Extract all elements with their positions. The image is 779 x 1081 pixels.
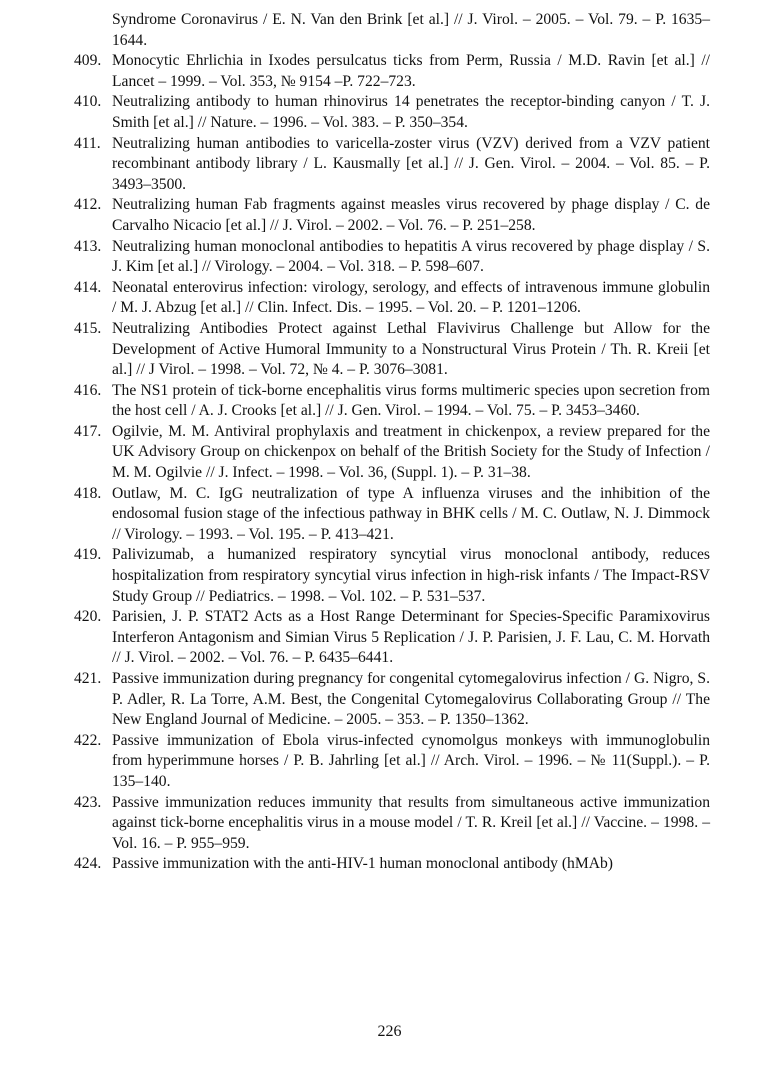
reference-continuation: Syndrome Coronavirus / E. N. Van den Brink [et al.] // J. Virol. – 2005. – Vol. 79. – P. 1635–1644.	[112, 11, 710, 49]
reference-item	[74, 319, 710, 381]
reference-item	[74, 484, 710, 546]
reference-number: 413.	[74, 237, 102, 255]
reference-number: 422.	[74, 731, 102, 749]
reference-text: Passive immunization with the anti-HIV-1 human monoclonal antibody (hMAb)	[112, 855, 613, 873]
reference-number: 421.	[74, 670, 102, 687]
reference-number: 410.	[74, 93, 102, 111]
reference-item	[74, 731, 710, 793]
reference-text: Ogilvie, M. M. Antiviral prophylaxis and treatment in chickenpox, a review prepared for the UK Advisory Group on chickenpox on behalf of the British Society for the Study of Infection / M. M. Ogilvie // J. Infect. – 1998. – Vol. 36, (Suppl. 1). – P. 31–38.	[112, 422, 710, 482]
reference-number: 420.	[74, 608, 102, 626]
reference-number: 412.	[74, 196, 102, 214]
reference-text: Passive immunization during pregnancy for congenital cytomegalovirus infection / G. Nigro, S. P. Adler, R. La Torre, A.M. Best, the Congenital Cytomegalovirus Collaborating Group // The New England Journal of Medicine. – 2005. – 353. – P. 1350–1362.	[112, 670, 710, 729]
reference-text: Passive immunization reduces immunity that results from simultaneous active immunization against tick-borne encephalitis virus in a mouse model / T. R. Kreil [et al.] // Vaccine. – 1998. – Vol. 16. – P. 955–959.	[112, 793, 710, 852]
reference-text: Neutralizing human monoclonal antibodies to hepatitis A virus recovered by phage display / S. J. Kim [et al.] // Virology. – 2004. – Vol. 318. – P. 598–607.	[112, 237, 710, 276]
reference-number: 416.	[74, 381, 102, 399]
reference-item	[74, 854, 710, 875]
reference-item	[74, 793, 710, 855]
reference-number: 418.	[74, 484, 102, 502]
reference-number: 411.	[74, 134, 101, 152]
reference-item	[74, 51, 710, 92]
reference-number: 424.	[74, 855, 102, 873]
reference-text: Neutralizing human antibodies to varicella-zoster virus (VZV) derived from a VZV patient recombinant antibody library / L. Kausmally [et al.] // J. Gen. Virol. – 2004. – Vol. 85. – P. 3493–3500.	[112, 134, 710, 193]
reference-number: 419.	[74, 546, 102, 564]
reference-item	[74, 607, 710, 669]
reference-number: 414.	[74, 278, 102, 296]
reference-item	[74, 669, 710, 731]
reference-number: 409.	[74, 52, 102, 70]
reference-item	[74, 134, 710, 196]
reference-number: 423.	[74, 793, 102, 811]
reference-item	[74, 381, 710, 422]
references	[74, 51, 710, 875]
reference-text: Parisien, J. P. STAT2 Acts as a Host Range Determinant for Species-Specific Paramixovirus Interferon Antagonism and Simian Virus 5 Replication / J. P. Parisien, J. F. Lau, C. M. Horvath // J. Virol. – 2002. – Vol. 76. – P. 6435–6441.	[112, 608, 710, 667]
reference-list	[74, 10, 710, 875]
reference-number: 415.	[74, 319, 102, 337]
reference-text: Outlaw, M. C. IgG neutralization of type A influenza viruses and the inhibition of the endosomal fusion stage of the infectious pathway in BHK cells / M. C. Outlaw, N. J. Dimmock // Virology. – 1993. – Vol. 195. – P. 413–421.	[112, 484, 710, 543]
reference-item	[74, 545, 710, 607]
reference-item	[74, 237, 710, 278]
reference-text: Palivizumab, a humanized respiratory syncytial virus monoclonal antibody, reduces hospitalization from respiratory syncytial virus infection in high-risk infants / The Impact-RSV Study Group // Pediatrics. – 1998. – Vol. 102. – P. 531–537.	[112, 546, 710, 605]
reference-text: Neutralizing antibody to human rhinovirus 14 penetrates the receptor-binding canyon / T. J. Smith [et al.] // Nature. – 1996. – Vol. 383. – P. 350–354.	[112, 93, 710, 131]
reference-text: The NS1 protein of tick-borne encephalitis virus forms multimeric species upon secretion from the host cell / A. J. Crooks [et al.] // J. Gen. Virol. – 1994. – Vol. 75. – P. 3453–3460.	[112, 381, 710, 420]
reference-item	[74, 422, 710, 484]
reference-text: Neonatal enterovirus infection: virology, serology, and effects of intravenous immune globulin / M. J. Abzug [et al.] // Clin. Infect. Dis. – 1995. – Vol. 20. – P. 1201–1206.	[112, 278, 710, 317]
reference-item	[74, 278, 710, 319]
reference-text: Monocytic Ehrlichia in Ixodes persulcatus ticks from Perm, Russia / M.D. Ravin [et al.] // Lancet – 1999. – Vol. 353, № 9154 –P. 722–723.	[112, 52, 710, 90]
reference-text: Neutralizing Antibodies Protect against Lethal Flavivirus Challenge but Allow for the Development of Active Humoral Immunity to a Nonstructural Virus Protein / Th. R. Kreii [et al.] // J Virol. – 1998. – Vol. 72, № 4. – P. 3076–3081.	[112, 319, 710, 379]
reference-item	[74, 195, 710, 236]
reference-text: Passive immunization of Ebola virus-infected cynomolgus monkeys with immunoglobulin from hyperimmune horses / P. B. Jahrling [et al.] // Arch. Virol. – 1996. – № 11(Suppl.). – P. 135–140.	[112, 731, 710, 790]
page-number: 226	[377, 1023, 402, 1040]
reference-text: Neutralizing human Fab fragments against measles virus recovered by phage display / C. de Carvalho Nicacio [et al.] // J. Virol. – 2002. – Vol. 76. – P. 251–258.	[112, 196, 710, 234]
reference-item	[74, 92, 710, 133]
reference-number: 417.	[74, 422, 102, 440]
